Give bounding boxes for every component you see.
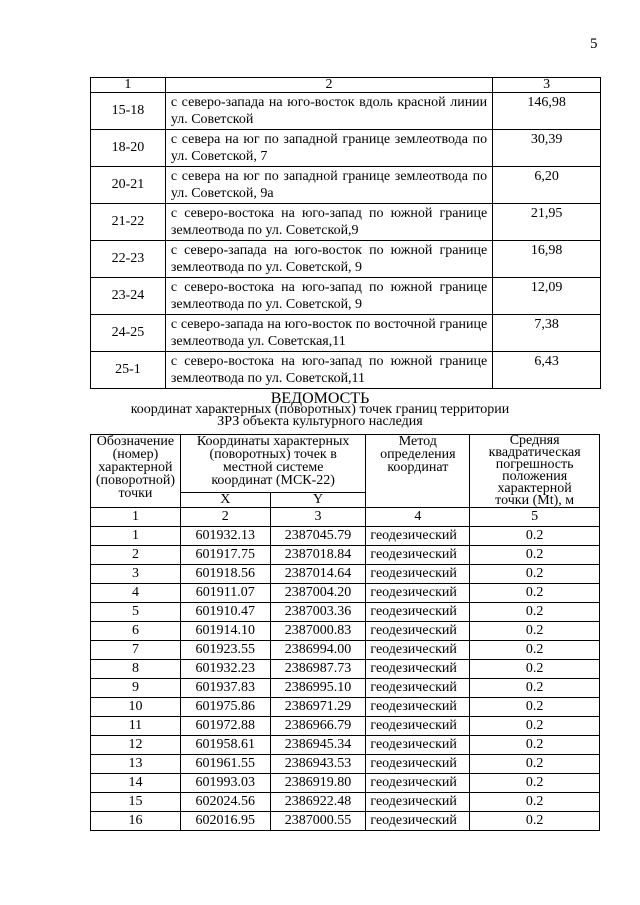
table-row — [91, 352, 601, 389]
x-coordinate-cell: 602024.56 — [180, 793, 270, 812]
statement-subtitle-line1: координат характерных (поворотных) точек границ территории — [130, 402, 510, 417]
method-cell: геодезический — [366, 812, 470, 831]
y-coordinate-cell: 2386922.48 — [270, 793, 366, 812]
header-y: Y — [270, 493, 366, 508]
y-coordinate-cell: 2387004.20 — [270, 584, 366, 603]
segment-cell: 24-25 — [91, 315, 166, 352]
length-cell: 12,09 — [493, 278, 601, 315]
description-cell: с севера на юг по западной границе землеотвода по ул. Советской, 9а — [165, 167, 492, 204]
y-coordinate-cell: 2387000.83 — [270, 622, 366, 641]
header-method: Метод определения координат — [366, 435, 470, 508]
table1-header-col1: 1 — [91, 78, 166, 93]
x-coordinate-cell: 601923.55 — [180, 641, 270, 660]
description-cell: с северо-востока на юго-запад по южной границе землеотвода по ул. Советской,9 — [165, 204, 492, 241]
coordinates-table — [90, 434, 600, 831]
column-number: 4 — [366, 508, 470, 527]
x-coordinate-cell: 601932.13 — [180, 527, 270, 546]
y-coordinate-cell: 2386919.80 — [270, 774, 366, 793]
column-number: 3 — [270, 508, 366, 527]
table1-header-col2: 2 — [165, 78, 492, 93]
point-number-cell: 5 — [91, 603, 181, 622]
table-row — [91, 130, 601, 167]
statement-subtitle — [0, 404, 640, 428]
mean-error-cell: 0.2 — [470, 603, 600, 622]
table-row — [91, 698, 600, 717]
description-cell: с севера на юг по западной границе землеотвода по ул. Советской, 7 — [165, 130, 492, 167]
mean-error-cell: 0.2 — [470, 565, 600, 584]
y-coordinate-cell: 2387045.79 — [270, 527, 366, 546]
y-coordinate-cell: 2386994.00 — [270, 641, 366, 660]
statement-title: ВЕДОМОСТЬ — [270, 390, 370, 407]
point-number-cell: 13 — [91, 755, 181, 774]
table2-column-numbers-row — [91, 508, 600, 527]
point-number-cell: 14 — [91, 774, 181, 793]
y-coordinate-cell: 2387014.64 — [270, 565, 366, 584]
method-cell: геодезический — [366, 584, 470, 603]
segment-cell: 23-24 — [91, 278, 166, 315]
method-cell: геодезический — [366, 717, 470, 736]
table-row — [91, 584, 600, 603]
y-coordinate-cell: 2387018.84 — [270, 546, 366, 565]
point-number-cell: 4 — [91, 584, 181, 603]
description-cell: с северо-востока на юго-запад по южной границе землеотвода по ул. Советской, 9 — [165, 278, 492, 315]
statement-subtitle-line2: ЗРЗ объекта культурного наследия — [217, 414, 423, 429]
method-cell: геодезический — [366, 622, 470, 641]
method-cell: геодезический — [366, 793, 470, 812]
table-row — [91, 774, 600, 793]
mean-error-cell: 0.2 — [470, 812, 600, 831]
table-row — [91, 278, 601, 315]
point-number-cell: 12 — [91, 736, 181, 755]
table-row — [91, 93, 601, 130]
table-row — [91, 717, 600, 736]
x-coordinate-cell: 601917.75 — [180, 546, 270, 565]
x-coordinate-cell: 601937.83 — [180, 679, 270, 698]
method-cell: геодезический — [366, 641, 470, 660]
length-cell: 30,39 — [493, 130, 601, 167]
column-number: 1 — [91, 508, 181, 527]
point-number-cell: 2 — [91, 546, 181, 565]
method-cell: геодезический — [366, 774, 470, 793]
mean-error-cell: 0.2 — [470, 755, 600, 774]
mean-error-cell: 0.2 — [470, 641, 600, 660]
segment-cell: 22-23 — [91, 241, 166, 278]
mean-error-cell: 0.2 — [470, 679, 600, 698]
method-cell: геодезический — [366, 546, 470, 565]
y-coordinate-cell: 2386966.79 — [270, 717, 366, 736]
mean-error-cell: 0.2 — [470, 584, 600, 603]
y-coordinate-cell: 2386945.34 — [270, 736, 366, 755]
header-x: X — [180, 493, 270, 508]
x-coordinate-cell: 601993.03 — [180, 774, 270, 793]
x-coordinate-cell: 601914.10 — [180, 622, 270, 641]
table-row — [91, 793, 600, 812]
column-number: 5 — [470, 508, 600, 527]
table-row — [91, 315, 601, 352]
point-number-cell: 3 — [91, 565, 181, 584]
method-cell: геодезический — [366, 679, 470, 698]
table-row — [91, 565, 600, 584]
x-coordinate-cell: 601932.23 — [180, 660, 270, 679]
mean-error-cell: 0.2 — [470, 622, 600, 641]
x-coordinate-cell: 601975.86 — [180, 698, 270, 717]
mean-error-cell: 0.2 — [470, 698, 600, 717]
table-row — [91, 622, 600, 641]
table-row — [91, 812, 600, 831]
x-coordinate-cell: 602016.95 — [180, 812, 270, 831]
y-coordinate-cell: 2387000.55 — [270, 812, 366, 831]
method-cell: геодезический — [366, 755, 470, 774]
header-coordinates: Координаты характерных (поворотных) точек в местной системе координат (МСК-22) — [180, 435, 365, 493]
point-number-cell: 6 — [91, 622, 181, 641]
method-cell: геодезический — [366, 527, 470, 546]
table1-header-col3: 3 — [493, 78, 601, 93]
boundary-segments-table — [90, 77, 601, 389]
method-cell: геодезический — [366, 660, 470, 679]
mean-error-cell: 0.2 — [470, 793, 600, 812]
mean-error-cell: 0.2 — [470, 774, 600, 793]
table-row — [91, 755, 600, 774]
length-cell: 21,95 — [493, 204, 601, 241]
segment-cell: 21-22 — [91, 204, 166, 241]
table-row — [91, 167, 601, 204]
table-row — [91, 603, 600, 622]
y-coordinate-cell: 2386995.10 — [270, 679, 366, 698]
y-coordinate-cell: 2387003.36 — [270, 603, 366, 622]
table-row — [91, 641, 600, 660]
table-row — [91, 679, 600, 698]
method-cell: геодезический — [366, 603, 470, 622]
x-coordinate-cell: 601961.55 — [180, 755, 270, 774]
y-coordinate-cell: 2386971.29 — [270, 698, 366, 717]
description-cell: с северо-запада на юго-восток вдоль красной линии ул. Советской — [165, 93, 492, 130]
segment-cell: 20-21 — [91, 167, 166, 204]
page-number: 5 — [590, 36, 598, 52]
mean-error-cell: 0.2 — [470, 736, 600, 755]
header-point-label: Обозначение (номер) характерной (поворотной) точки — [91, 435, 181, 508]
description-cell: с северо-запада на юго-восток по восточной границе землеотвода ул. Советская,11 — [165, 315, 492, 352]
description-cell: с северо-запада на юго-восток по южной границе землеотвода по ул. Советской, 9 — [165, 241, 492, 278]
y-coordinate-cell: 2386943.53 — [270, 755, 366, 774]
point-number-cell: 16 — [91, 812, 181, 831]
length-cell: 146,98 — [493, 93, 601, 130]
point-number-cell: 11 — [91, 717, 181, 736]
segment-cell: 18-20 — [91, 130, 166, 167]
x-coordinate-cell: 601918.56 — [180, 565, 270, 584]
point-number-cell: 10 — [91, 698, 181, 717]
table2-header-row — [91, 435, 600, 493]
segment-cell: 25-1 — [91, 352, 166, 389]
segment-cell: 15-18 — [91, 93, 166, 130]
x-coordinate-cell: 601958.61 — [180, 736, 270, 755]
length-cell: 16,98 — [493, 241, 601, 278]
table1-header-row — [91, 78, 601, 93]
method-cell: геодезический — [366, 698, 470, 717]
table-row — [91, 527, 600, 546]
mean-error-cell: 0.2 — [470, 717, 600, 736]
point-number-cell: 15 — [91, 793, 181, 812]
x-coordinate-cell: 601972.88 — [180, 717, 270, 736]
point-number-cell: 9 — [91, 679, 181, 698]
x-coordinate-cell: 601910.47 — [180, 603, 270, 622]
length-cell: 7,38 — [493, 315, 601, 352]
table-row — [91, 546, 600, 565]
table-row — [91, 736, 600, 755]
column-number: 2 — [180, 508, 270, 527]
point-number-cell: 1 — [91, 527, 181, 546]
x-coordinate-cell: 601911.07 — [180, 584, 270, 603]
mean-error-cell: 0.2 — [470, 527, 600, 546]
header-mean-error: Средняя квадратическая погрешность положения характерной точки (Mt), м — [470, 435, 600, 508]
method-cell: геодезический — [366, 565, 470, 584]
point-number-cell: 8 — [91, 660, 181, 679]
mean-error-cell: 0.2 — [470, 660, 600, 679]
table-row — [91, 241, 601, 278]
length-cell: 6,20 — [493, 167, 601, 204]
table-row — [91, 204, 601, 241]
description-cell: с северо-востока на юго-запад по южной границе землеотвода по ул. Советской,11 — [165, 352, 492, 389]
method-cell: геодезический — [366, 736, 470, 755]
point-number-cell: 7 — [91, 641, 181, 660]
length-cell: 6,43 — [493, 352, 601, 389]
table-row — [91, 660, 600, 679]
mean-error-cell: 0.2 — [470, 546, 600, 565]
y-coordinate-cell: 2386987.73 — [270, 660, 366, 679]
